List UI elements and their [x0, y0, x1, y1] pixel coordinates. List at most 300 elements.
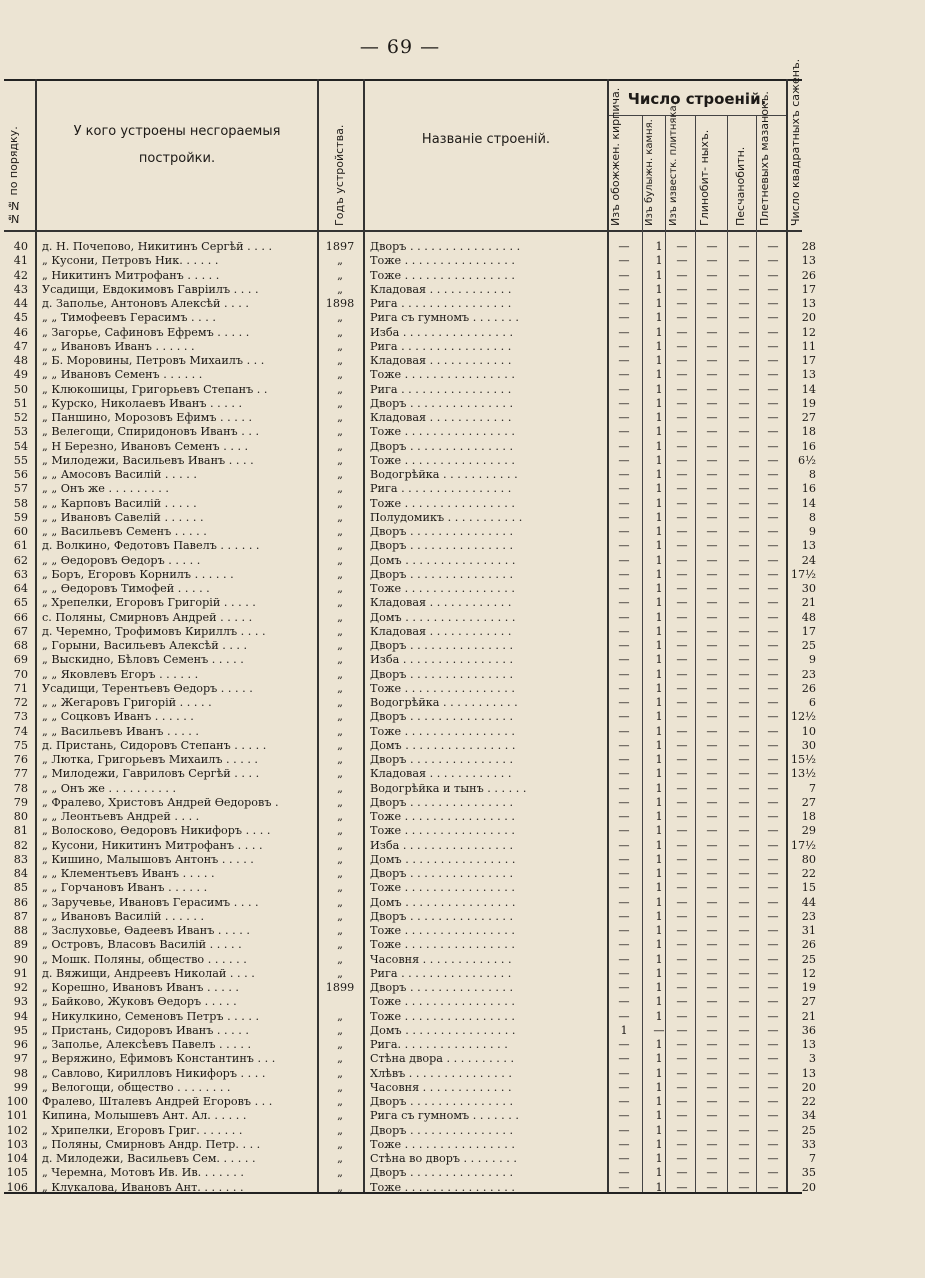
cell-owner: „ „ Ивановъ Савелій . . . . . . — [42, 510, 204, 524]
cell-owner: „ Милодежи, Васильевъ Иванъ . . . . — [42, 453, 254, 467]
cell-owner: „ Хрипелки, Егоровъ Григ. . . . . . . — [42, 1123, 243, 1137]
cell-sand: — — [738, 924, 750, 937]
table-row — [0, 639, 925, 653]
cell-area: 31 — [801, 924, 816, 937]
cell-wattle: — — [767, 539, 779, 553]
table-row — [0, 1166, 925, 1180]
cell-year: „ — [337, 838, 343, 852]
cell-wattle: — — [767, 696, 779, 709]
cell-lime: — — [676, 710, 688, 724]
cell-stone: 1 — [655, 396, 663, 410]
cell-wattle: — — [767, 468, 779, 481]
cell-no: 95 — [13, 1023, 28, 1037]
cell-sand: — — [738, 952, 750, 966]
cell-year: „ — [337, 952, 343, 966]
table-row — [0, 853, 925, 867]
cell-clay: — — [706, 767, 718, 781]
cell-clay: — — [706, 667, 718, 681]
cell-brick: — — [618, 382, 630, 396]
cell-clay: — — [706, 624, 718, 638]
cell-wattle: — — [767, 795, 779, 809]
cell-year: „ — [337, 767, 343, 781]
table-row — [0, 625, 925, 639]
cell-clay: — — [706, 738, 718, 752]
cell-lime: — — [676, 696, 688, 709]
cell-no: 66 — [13, 610, 28, 624]
cell-area: 23 — [801, 667, 816, 681]
cell-sand: — — [738, 639, 750, 652]
cell-area: 7 — [808, 1152, 816, 1165]
cell-year: „ — [337, 382, 343, 396]
cell-owner: „ „ Васильевъ Семенъ . . . . . — [42, 525, 207, 538]
cell-clay: — — [706, 254, 718, 268]
cell-no: 64 — [13, 582, 28, 595]
cell-brick: — — [618, 240, 630, 253]
cell-lime: — — [676, 681, 688, 695]
cell-brick: — — [618, 1080, 630, 1094]
cell-no: 81 — [13, 824, 28, 838]
cell-no: 61 — [13, 539, 28, 553]
cell-wattle: — — [767, 810, 779, 823]
cell-no: 89 — [13, 938, 28, 952]
cell-clay: — — [706, 1009, 718, 1023]
cell-brick: — — [618, 710, 630, 724]
cell-wattle: — — [767, 553, 779, 567]
cell-name: Домъ . . . . . . . . . . . . . . . . — [370, 852, 516, 866]
cell-year: „ — [337, 1066, 343, 1080]
cell-area: 19 — [801, 396, 816, 410]
cell-year: „ — [337, 582, 343, 595]
cell-year: „ — [337, 753, 343, 766]
cell-area: 19 — [801, 981, 816, 994]
header-name: Названіе строеній. — [421, 132, 551, 147]
cell-wattle: — — [767, 966, 779, 980]
cell-wattle: — — [767, 1009, 779, 1023]
table-row — [0, 596, 925, 610]
cell-wattle: — — [767, 1152, 779, 1165]
cell-wattle: — — [767, 610, 779, 624]
cell-brick: — — [618, 339, 630, 353]
cell-owner: „ „ Ѳедоровъ Тимофей . . . . . — [42, 582, 210, 595]
cell-area: 23 — [801, 909, 816, 923]
cell-lime: — — [676, 297, 688, 310]
cell-brick: — — [618, 453, 630, 467]
cell-clay: — — [706, 610, 718, 624]
table-row — [0, 297, 925, 311]
header-owner: У кого устроены несгораемыя постройки. — [73, 124, 281, 166]
cell-owner: „ Велегощи, Спиридоновъ Иванъ . . . — [42, 425, 260, 439]
cell-wattle: — — [767, 710, 779, 724]
cell-owner: „ „ Ивановъ Иванъ . . . . . . — [42, 339, 195, 353]
cell-stone: 1 — [655, 1152, 663, 1165]
cell-area: 10 — [801, 724, 816, 738]
cell-clay: — — [706, 952, 718, 966]
cell-no: 67 — [13, 624, 28, 638]
cell-owner: с. Поляны, Смирновъ Андрей . . . . . — [42, 610, 253, 624]
cell-area: 26 — [801, 938, 816, 952]
table-row — [0, 397, 925, 411]
cell-no: 79 — [13, 795, 28, 809]
cell-owner: „ Поляны, Смирновъ Андр. Петр. . . . — [42, 1137, 261, 1151]
cell-area: 33 — [801, 1137, 816, 1151]
cell-name: Дворъ . . . . . . . . . . . . . . . — [370, 525, 514, 538]
table-row — [0, 653, 925, 667]
header-year: Годъ устройства. — [333, 124, 346, 226]
cell-clay: — — [706, 895, 718, 909]
cell-sand: — — [738, 938, 750, 952]
cell-name: Изба . . . . . . . . . . . . . . . . — [370, 838, 514, 852]
cell-wattle: — — [767, 425, 779, 439]
cell-owner: „ Корешно, Ивановъ Иванъ . . . . . — [42, 981, 239, 994]
cell-stone: 1 — [655, 325, 663, 339]
cell-area: 9 — [808, 653, 816, 667]
cell-wattle: — — [767, 1095, 779, 1108]
cell-name: Водогрѣйка . . . . . . . . . . . — [370, 468, 518, 481]
cell-sand: — — [738, 567, 750, 581]
cell-name: Тоже . . . . . . . . . . . . . . . . — [370, 453, 515, 467]
cell-area: 25 — [801, 1123, 816, 1137]
cell-stone: 1 — [655, 710, 663, 724]
cell-stone: 1 — [655, 425, 663, 439]
cell-lime: — — [676, 1109, 688, 1123]
cell-clay: — — [706, 396, 718, 410]
table-row — [0, 1181, 925, 1195]
cell-lime: — — [676, 339, 688, 353]
cell-name: Рига . . . . . . . . . . . . . . . . — [370, 966, 512, 980]
cell-stone: 1 — [655, 525, 663, 538]
cell-sand: — — [738, 624, 750, 638]
cell-clay: — — [706, 1123, 718, 1137]
cell-owner: д. Вяжищи, Андреевъ Николай . . . . — [42, 966, 255, 980]
cell-lime: — — [676, 852, 688, 866]
cell-stone: 1 — [655, 1123, 663, 1137]
cell-stone: 1 — [655, 724, 663, 738]
cell-wattle: — — [767, 624, 779, 638]
cell-stone: 1 — [655, 582, 663, 595]
cell-wattle: — — [767, 1066, 779, 1080]
cell-wattle: — — [767, 1038, 779, 1051]
cell-clay: — — [706, 311, 718, 325]
table-row — [0, 668, 925, 682]
cell-lime: — — [676, 567, 688, 581]
cell-area: 16 — [801, 482, 816, 496]
cell-name: Стѣна двора . . . . . . . . . . — [370, 1052, 515, 1066]
cell-area: 14 — [801, 496, 816, 510]
cell-clay: — — [706, 567, 718, 581]
cell-no: 85 — [13, 881, 28, 895]
cell-stone: 1 — [655, 268, 663, 282]
cell-name: Тоже . . . . . . . . . . . . . . . . — [370, 824, 515, 838]
cell-area: 17 — [801, 282, 816, 296]
cell-year: „ — [337, 867, 343, 880]
cell-sand: — — [738, 838, 750, 852]
cell-lime: — — [676, 938, 688, 952]
cell-year: „ — [337, 567, 343, 581]
cell-area: 13 — [801, 297, 816, 310]
cell-sand: — — [738, 439, 750, 453]
cell-lime: — — [676, 1095, 688, 1108]
cell-sand: — — [738, 453, 750, 467]
cell-wattle: — — [767, 1180, 779, 1194]
cell-lime: — — [676, 795, 688, 809]
cell-owner: „ Клюкошицы, Григорьевъ Степанъ . . — [42, 382, 268, 396]
cell-area: 21 — [801, 596, 816, 610]
table-row — [0, 867, 925, 881]
cell-brick: — — [618, 282, 630, 296]
cell-no: 62 — [13, 553, 28, 567]
cell-area: 12 — [801, 966, 816, 980]
cell-owner: „ Заполье, Алексѣевъ Павелъ . . . . . — [42, 1038, 252, 1051]
cell-clay: — — [706, 639, 718, 652]
cell-brick: — — [618, 795, 630, 809]
cell-owner: „ Фралево, Христовъ Андрей Ѳедоровъ . — [42, 795, 279, 809]
cell-no: 51 — [13, 396, 28, 410]
cell-clay: — — [706, 553, 718, 567]
header-brick: Изъ обожжен. кирпича. — [609, 87, 622, 226]
table-row — [0, 368, 925, 382]
cell-sand: — — [738, 1109, 750, 1123]
cell-area: 34 — [801, 1109, 816, 1123]
cell-area: 8 — [808, 510, 816, 524]
cell-area: 26 — [801, 268, 816, 282]
cell-year: „ — [337, 354, 343, 367]
cell-area: 14 — [801, 382, 816, 396]
cell-wattle: — — [767, 268, 779, 282]
cell-lime: — — [676, 1137, 688, 1151]
cell-brick: — — [618, 938, 630, 952]
cell-clay: — — [706, 268, 718, 282]
cell-lime: — — [676, 895, 688, 909]
cell-year: „ — [337, 1180, 343, 1194]
cell-brick: — — [618, 952, 630, 966]
cell-lime: — — [676, 453, 688, 467]
table-row — [0, 981, 925, 995]
cell-area: 36 — [801, 1023, 816, 1037]
cell-clay: — — [706, 681, 718, 695]
cell-year: 1898 — [325, 297, 355, 310]
cell-stone: 1 — [655, 810, 663, 823]
cell-area: 17½ — [790, 567, 816, 581]
table-row — [0, 896, 925, 910]
cell-name: Тоже . . . . . . . . . . . . . . . . — [370, 681, 515, 695]
cell-year: „ — [337, 667, 343, 681]
cell-sand: — — [738, 667, 750, 681]
cell-no: 52 — [13, 411, 28, 424]
cell-stone: 1 — [655, 468, 663, 481]
cell-year: „ — [337, 396, 343, 410]
cell-stone: 1 — [655, 482, 663, 496]
cell-area: 48 — [801, 610, 816, 624]
cell-area: 18 — [801, 810, 816, 823]
cell-owner: „ „ Жегаровъ Григорій . . . . . — [42, 696, 212, 709]
cell-brick: — — [618, 268, 630, 282]
cell-year: „ — [337, 881, 343, 895]
cell-sand: — — [738, 824, 750, 838]
table-row — [0, 1109, 925, 1123]
cell-wattle: — — [767, 453, 779, 467]
header-lime: Изъ известк. плитняка. — [668, 102, 679, 226]
cell-wattle: — — [767, 981, 779, 994]
cell-name: Часовня . . . . . . . . . . . . . — [370, 1080, 512, 1094]
cell-brick: — — [618, 624, 630, 638]
cell-name: Рига. . . . . . . . . . . . . . . . — [370, 1038, 508, 1051]
cell-stone: 1 — [655, 852, 663, 866]
cell-lime: — — [676, 254, 688, 268]
cell-lime: — — [676, 981, 688, 994]
cell-lime: — — [676, 881, 688, 895]
cell-owner: д. Милодежи, Васильевъ Сем. . . . . . — [42, 1152, 256, 1165]
cell-owner: „ Байково, Жуковъ Ѳедоръ . . . . . — [42, 995, 237, 1009]
cell-owner: „ Клукалова, Ивановъ Ант. . . . . . . — [42, 1180, 244, 1194]
cell-area: 16 — [801, 439, 816, 453]
cell-sand: — — [738, 795, 750, 809]
cell-sand: — — [738, 268, 750, 282]
cell-name: Рига . . . . . . . . . . . . . . . . — [370, 339, 512, 353]
cell-area: 30 — [801, 582, 816, 595]
cell-no: 103 — [6, 1137, 28, 1151]
cell-brick: — — [618, 895, 630, 909]
cell-sand: — — [738, 368, 750, 382]
cell-no: 44 — [13, 297, 28, 310]
cell-no: 106 — [6, 1180, 28, 1194]
cell-wattle: — — [767, 738, 779, 752]
cell-owner: д. Волкино, Федотовъ Павелъ . . . . . . — [42, 539, 260, 553]
cell-clay: — — [706, 995, 718, 1009]
cell-clay: — — [706, 795, 718, 809]
cell-name: Дворъ . . . . . . . . . . . . . . . — [370, 539, 514, 553]
cell-clay: — — [706, 1137, 718, 1151]
cell-stone: 1 — [655, 624, 663, 638]
cell-sand: — — [738, 496, 750, 510]
cell-name: Тоже . . . . . . . . . . . . . . . . — [370, 425, 515, 439]
cell-sand: — — [738, 254, 750, 268]
cell-area: 25 — [801, 639, 816, 652]
cell-wattle: — — [767, 297, 779, 310]
cell-area: 22 — [801, 1095, 816, 1108]
cell-lime: — — [676, 966, 688, 980]
cell-year: „ — [337, 938, 343, 952]
cell-area: 17 — [801, 354, 816, 367]
cell-no: 74 — [13, 724, 28, 738]
cell-name: Тоже . . . . . . . . . . . . . . . . — [370, 496, 515, 510]
cell-wattle: — — [767, 368, 779, 382]
cell-no: 73 — [13, 710, 28, 724]
cell-brick: 1 — [620, 1023, 628, 1037]
cell-lime: — — [676, 553, 688, 567]
cell-owner: „ Черемна, Мотовъ Ив. Ив. . . . . . . — [42, 1166, 244, 1180]
cell-area: 13 — [801, 539, 816, 553]
cell-lime: — — [676, 639, 688, 652]
cell-name: Тоже . . . . . . . . . . . . . . . . — [370, 938, 515, 952]
cell-brick: — — [618, 1180, 630, 1194]
cell-owner: „ Выскидно, Бѣловъ Семенъ . . . . . — [42, 653, 244, 667]
cell-no: 45 — [13, 311, 28, 325]
cell-no: 58 — [13, 496, 28, 510]
table-row — [0, 767, 925, 781]
cell-owner: д. Н. Почепово, Никитинъ Сергѣй . . . . — [42, 240, 273, 253]
cell-no: 53 — [13, 425, 28, 439]
cell-owner: „ Кишино, Малышовъ Антонъ . . . . . — [42, 852, 254, 866]
cell-name: Домъ . . . . . . . . . . . . . . . . — [370, 895, 516, 909]
cell-clay: — — [706, 710, 718, 724]
cell-owner: д. Черемно, Трофимовъ Кириллъ . . . . — [42, 624, 266, 638]
cell-clay: — — [706, 282, 718, 296]
cell-lime: — — [676, 1080, 688, 1094]
cell-name: Дворъ . . . . . . . . . . . . . . . — [370, 981, 514, 994]
cell-name: Тоже . . . . . . . . . . . . . . . . — [370, 995, 515, 1009]
cell-brick: — — [618, 966, 630, 980]
cell-sand: — — [738, 596, 750, 610]
cell-clay: — — [706, 496, 718, 510]
cell-area: 25 — [801, 952, 816, 966]
cell-sand: — — [738, 1038, 750, 1051]
cell-lime: — — [676, 810, 688, 823]
cell-name: Дворъ . . . . . . . . . . . . . . . — [370, 667, 514, 681]
cell-sand: — — [738, 382, 750, 396]
cell-area: 12½ — [790, 710, 816, 724]
cell-brick: — — [618, 767, 630, 781]
cell-name: Рига . . . . . . . . . . . . . . . . — [370, 482, 512, 496]
cell-lime: — — [676, 268, 688, 282]
cell-no: 93 — [13, 995, 28, 1009]
cell-wattle: — — [767, 781, 779, 795]
cell-wattle: — — [767, 995, 779, 1009]
cell-stone: 1 — [655, 1066, 663, 1080]
cell-wattle: — — [767, 767, 779, 781]
cell-owner: „ „ Соцковъ Иванъ . . . . . . — [42, 710, 194, 724]
cell-clay: — — [706, 325, 718, 339]
cell-clay: — — [706, 1152, 718, 1165]
cell-name: Изба . . . . . . . . . . . . . . . . — [370, 653, 514, 667]
cell-owner: „ Курско, Николаевъ Иванъ . . . . . — [42, 396, 243, 410]
cell-stone: 1 — [655, 354, 663, 367]
cell-sand: — — [738, 1052, 750, 1066]
cell-clay: — — [706, 838, 718, 852]
cell-brick: — — [618, 1166, 630, 1180]
cell-year: „ — [337, 924, 343, 937]
cell-no: 46 — [13, 325, 28, 339]
cell-name: Дворъ . . . . . . . . . . . . . . . — [370, 1123, 514, 1137]
cell-sand: — — [738, 966, 750, 980]
header-sand: Песчанобитн. — [734, 146, 747, 226]
cell-year: „ — [337, 624, 343, 638]
cell-name: Полудомикъ . . . . . . . . . . . — [370, 510, 523, 524]
cell-stone: 1 — [655, 995, 663, 1009]
cell-wattle: — — [767, 496, 779, 510]
table-row — [0, 696, 925, 710]
cell-year: „ — [337, 710, 343, 724]
cell-wattle: — — [767, 411, 779, 424]
cell-sand: — — [738, 610, 750, 624]
cell-clay: — — [706, 1038, 718, 1051]
cell-year: „ — [337, 553, 343, 567]
cell-wattle: — — [767, 852, 779, 866]
cell-no: 90 — [13, 952, 28, 966]
table-row — [0, 254, 925, 268]
table-row — [0, 1024, 925, 1038]
cell-area: 26 — [801, 681, 816, 695]
cell-stone: 1 — [655, 567, 663, 581]
cell-name: Дворъ . . . . . . . . . . . . . . . — [370, 639, 514, 652]
cell-no: 60 — [13, 525, 28, 538]
table-row — [0, 782, 925, 796]
cell-sand: — — [738, 995, 750, 1009]
cell-year: „ — [337, 696, 343, 709]
table-row — [0, 1152, 925, 1166]
cell-clay: — — [706, 439, 718, 453]
cell-brick: — — [618, 724, 630, 738]
cell-area: 13 — [801, 254, 816, 268]
